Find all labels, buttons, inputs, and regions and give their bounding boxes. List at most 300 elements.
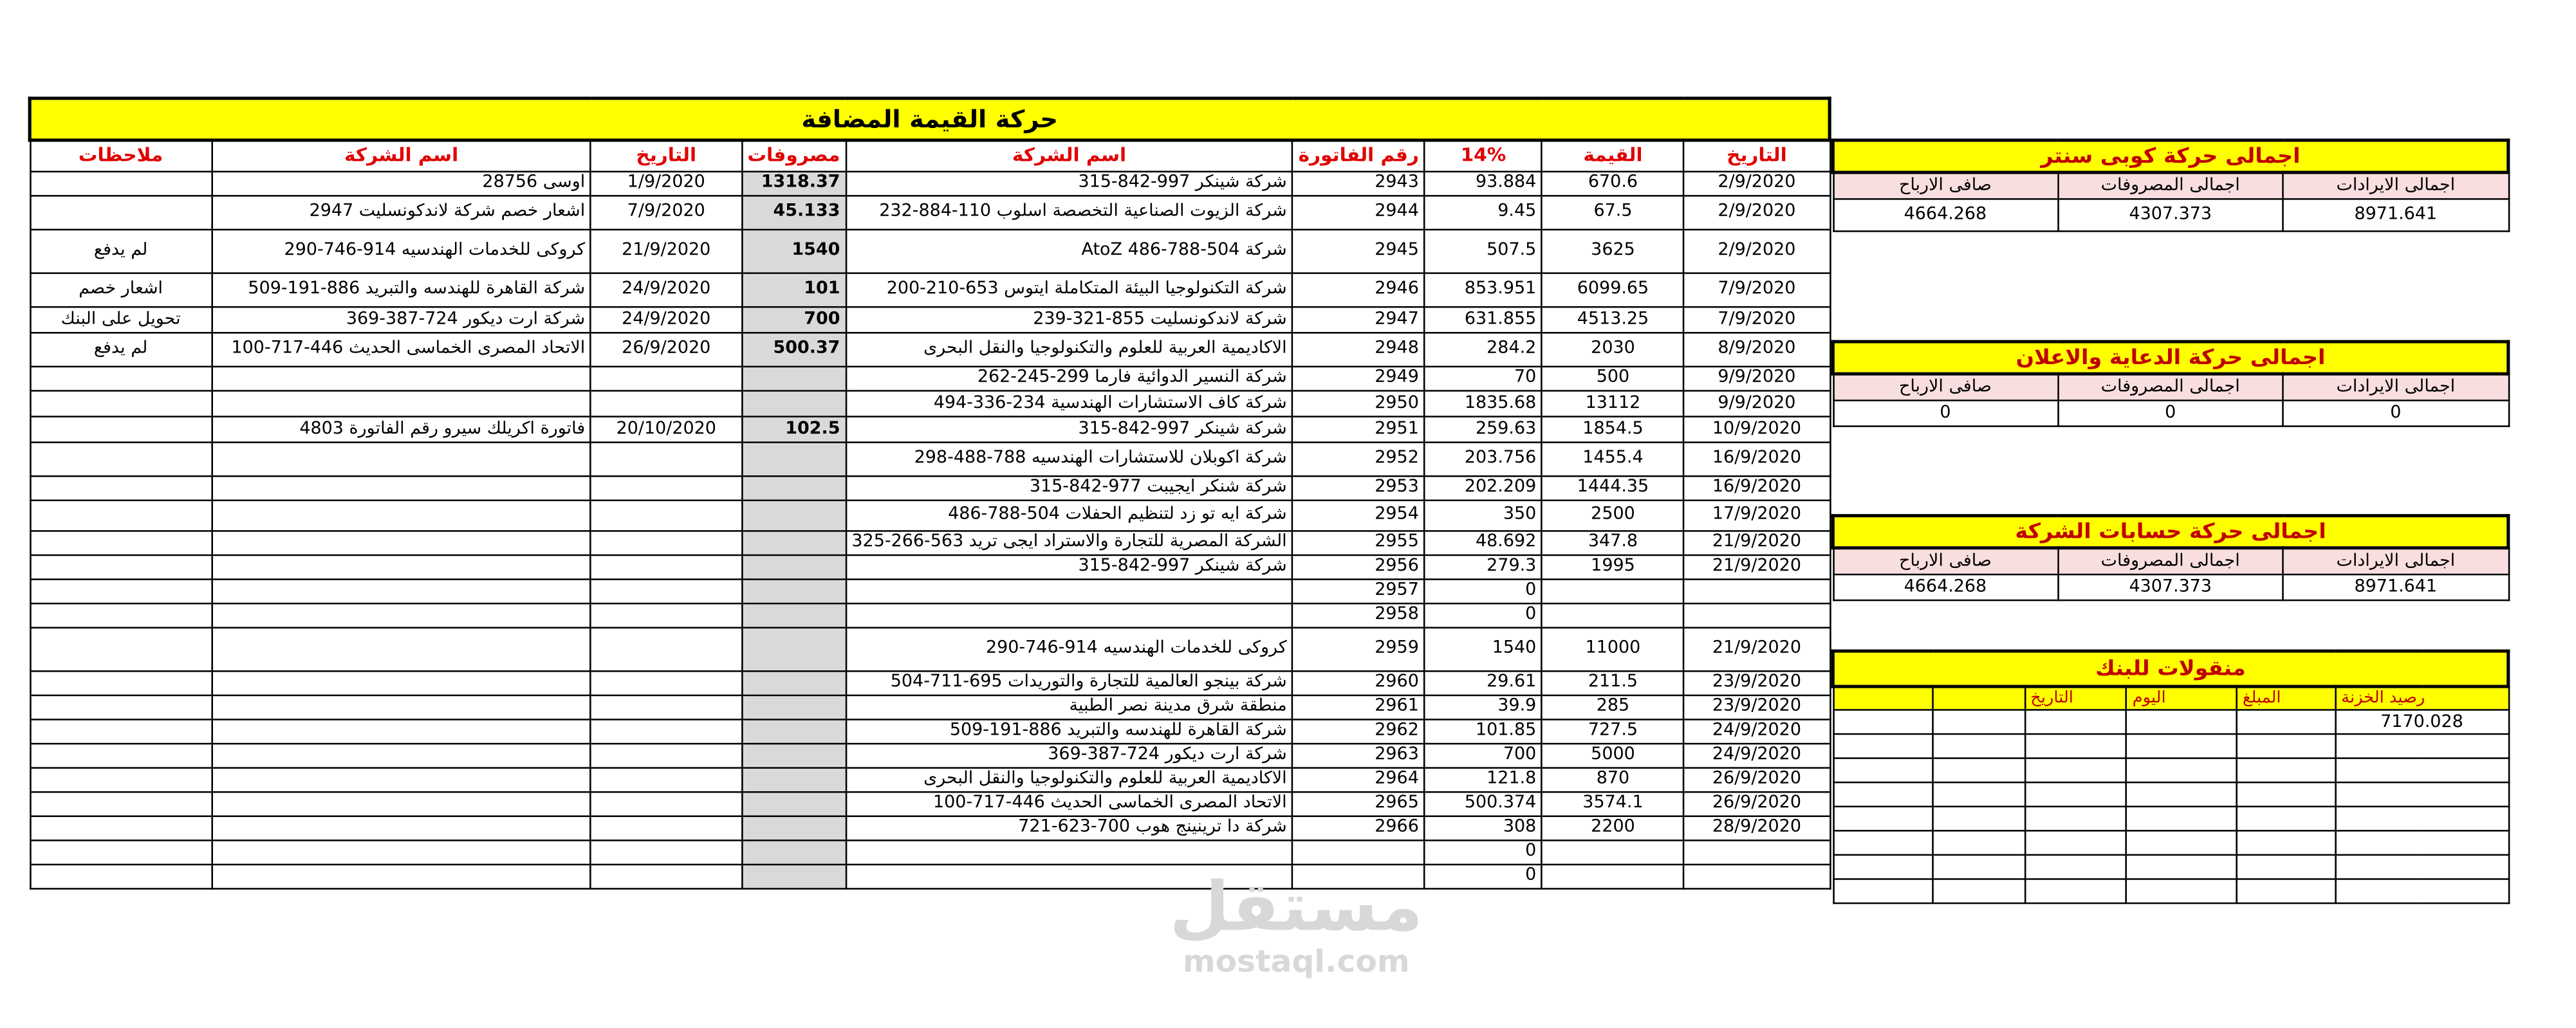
bank-cell[interactable] bbox=[2025, 807, 2126, 831]
expenses-cell[interactable]: 700 bbox=[741, 306, 846, 332]
expenses-cell[interactable] bbox=[741, 719, 846, 743]
value-cell[interactable]: 285 bbox=[1542, 695, 1683, 719]
bank-cell[interactable] bbox=[2127, 782, 2237, 807]
date-cell[interactable]: 24/9/2020 bbox=[1684, 719, 1830, 743]
company-2-cell[interactable] bbox=[212, 864, 591, 888]
notes-cell[interactable] bbox=[30, 627, 212, 670]
date-cell[interactable]: 17/9/2020 bbox=[1684, 500, 1830, 531]
notes-cell[interactable] bbox=[30, 791, 212, 816]
date-2-cell[interactable] bbox=[591, 840, 741, 864]
bank-transfers bbox=[1831, 650, 2510, 904]
notes-cell[interactable] bbox=[30, 864, 212, 888]
table-row bbox=[30, 695, 1830, 719]
company-cell[interactable]: شركة شينكر 997-842-315 bbox=[846, 555, 1292, 579]
date-2-cell[interactable] bbox=[591, 578, 741, 603]
expenses-cell[interactable] bbox=[741, 627, 846, 670]
company-2-cell[interactable] bbox=[212, 840, 591, 864]
notes-cell[interactable] bbox=[30, 816, 212, 840]
date-2-cell[interactable] bbox=[591, 816, 741, 840]
date-2-cell[interactable] bbox=[591, 719, 741, 743]
vat-cell[interactable]: 121.8 bbox=[1425, 767, 1542, 791]
value-cell[interactable]: 11000 bbox=[1542, 627, 1683, 670]
vat-cell[interactable]: 0 bbox=[1425, 840, 1542, 864]
bank-cell[interactable] bbox=[1833, 782, 1932, 807]
value-cell[interactable]: 3574.1 bbox=[1542, 791, 1683, 816]
notes-cell[interactable] bbox=[30, 475, 212, 500]
invoice-cell[interactable]: 2957 bbox=[1293, 578, 1425, 603]
expenses-cell[interactable] bbox=[741, 500, 846, 531]
date-cell[interactable]: 7/9/2020 bbox=[1684, 272, 1830, 306]
expenses-cell[interactable] bbox=[741, 840, 846, 864]
expenses-cell[interactable]: 101 bbox=[741, 272, 846, 306]
invoice-cell[interactable]: 2951 bbox=[1293, 416, 1425, 441]
vat-cell[interactable]: 284.2 bbox=[1425, 332, 1542, 366]
invoice-cell[interactable]: 2965 bbox=[1293, 791, 1425, 816]
summary-net[interactable]: 4664.268 bbox=[1833, 198, 2057, 230]
value-cell[interactable] bbox=[1542, 864, 1683, 888]
invoice-cell[interactable]: 2955 bbox=[1293, 530, 1425, 555]
invoice-cell[interactable]: 2958 bbox=[1293, 603, 1425, 627]
expenses-cell[interactable] bbox=[741, 475, 846, 500]
company-cell[interactable]: شركة لاندكونسليت 855-321-239 bbox=[846, 306, 1292, 332]
date-2-cell[interactable] bbox=[591, 555, 741, 579]
date-cell[interactable] bbox=[1684, 840, 1830, 864]
company-2-cell[interactable] bbox=[212, 475, 591, 500]
company-cell[interactable]: شركة شينكر 997-842-315 bbox=[846, 416, 1292, 441]
company-2-cell[interactable] bbox=[212, 578, 591, 603]
vat-cell[interactable]: 279.3 bbox=[1425, 555, 1542, 579]
company-cell[interactable] bbox=[846, 578, 1292, 603]
invoice-cell[interactable] bbox=[1293, 864, 1425, 888]
company-cell[interactable]: شركة النسير الدوائية فارما 299-245-262 bbox=[846, 366, 1292, 390]
bank-cell[interactable] bbox=[2127, 879, 2237, 903]
notes-cell[interactable] bbox=[30, 416, 212, 441]
bank-cell[interactable] bbox=[1933, 855, 2025, 879]
company-2-cell[interactable] bbox=[212, 719, 591, 743]
summary-revenue[interactable]: 8971.641 bbox=[2283, 198, 2508, 230]
notes-cell[interactable] bbox=[30, 500, 212, 531]
watermark-latin: mostaql.com bbox=[1182, 944, 1410, 980]
invoice-cell[interactable]: 2947 bbox=[1293, 306, 1425, 332]
vat-cell[interactable]: 203.756 bbox=[1425, 441, 1542, 475]
vat-cell[interactable]: 29.61 bbox=[1425, 670, 1542, 695]
vat-cell[interactable]: 1540 bbox=[1425, 627, 1542, 670]
bank-cell[interactable] bbox=[2025, 734, 2126, 758]
expenses-cell[interactable] bbox=[741, 743, 846, 767]
bank-cell[interactable] bbox=[2335, 831, 2508, 855]
date-2-cell[interactable] bbox=[591, 475, 741, 500]
company-cell[interactable]: شركة شنكر ايجيبت 977-842-315 bbox=[846, 475, 1292, 500]
date-2-cell[interactable] bbox=[591, 500, 741, 531]
value-cell[interactable]: 2200 bbox=[1542, 816, 1683, 840]
company-cell[interactable]: الاكاديمية العربية للعلوم والتكنولوجيا والنقل البحرى bbox=[846, 332, 1292, 366]
notes-cell[interactable] bbox=[30, 195, 212, 229]
summary-expenses[interactable]: 4307.373 bbox=[2058, 574, 2283, 600]
date-2-cell[interactable]: 24/9/2020 bbox=[591, 272, 741, 306]
summary-expenses[interactable]: 0 bbox=[2058, 399, 2283, 425]
vat-cell[interactable]: 9.45 bbox=[1425, 195, 1542, 229]
bank-cell[interactable] bbox=[2237, 807, 2335, 831]
bank-cell[interactable] bbox=[2335, 782, 2508, 807]
company-2-cell[interactable] bbox=[212, 603, 591, 627]
date-cell[interactable]: 23/9/2020 bbox=[1684, 695, 1830, 719]
invoice-cell[interactable]: 2963 bbox=[1293, 743, 1425, 767]
header-expenses: مصروفات bbox=[741, 140, 846, 171]
company-cell[interactable]: شركة ايه تو زد لتنظيم الحفلات 504-788-486 bbox=[846, 500, 1292, 531]
company-cell[interactable]: الاتحاد المصرى الخماسى الحديث 446-717-100 bbox=[846, 791, 1292, 816]
company-2-cell[interactable] bbox=[212, 390, 591, 416]
date-2-cell[interactable] bbox=[591, 767, 741, 791]
vat-cell[interactable]: 70 bbox=[1425, 366, 1542, 390]
date-2-cell[interactable] bbox=[591, 603, 741, 627]
date-cell[interactable]: 26/9/2020 bbox=[1684, 767, 1830, 791]
date-cell[interactable]: 21/9/2020 bbox=[1684, 530, 1830, 555]
bank-cell[interactable] bbox=[2237, 831, 2335, 855]
value-cell[interactable] bbox=[1542, 578, 1683, 603]
bank-cell[interactable] bbox=[2237, 879, 2335, 903]
date-2-cell[interactable]: 1/9/2020 bbox=[591, 171, 741, 196]
company-cell[interactable]: شركة دا ترينينج هوب 700-623-721 bbox=[846, 816, 1292, 840]
company-cell[interactable]: الاكاديمية العربية للعلوم والتكنولوجيا والنقل البحرى bbox=[846, 767, 1292, 791]
vat-cell[interactable]: 259.63 bbox=[1425, 416, 1542, 441]
value-cell[interactable] bbox=[1542, 840, 1683, 864]
company-2-cell[interactable]: اوسى 28756 bbox=[212, 171, 591, 196]
bank-cell[interactable] bbox=[2127, 710, 2237, 734]
invoice-cell[interactable]: 2964 bbox=[1293, 767, 1425, 791]
expenses-cell[interactable]: 500.37 bbox=[741, 332, 846, 366]
bank-cell[interactable] bbox=[2335, 855, 2508, 879]
bank-cell[interactable] bbox=[2237, 734, 2335, 758]
date-cell[interactable]: 7/9/2020 bbox=[1684, 306, 1830, 332]
date-2-cell[interactable] bbox=[591, 743, 741, 767]
invoice-cell[interactable]: 2962 bbox=[1293, 719, 1425, 743]
expenses-cell[interactable] bbox=[741, 366, 846, 390]
notes-cell[interactable]: اشعار خصم bbox=[30, 272, 212, 306]
company-2-cell[interactable] bbox=[212, 816, 591, 840]
expenses-cell[interactable] bbox=[741, 767, 846, 791]
bank-cell[interactable] bbox=[1933, 734, 2025, 758]
vat-cell[interactable]: 500.374 bbox=[1425, 791, 1542, 816]
invoice-cell[interactable]: 2956 bbox=[1293, 555, 1425, 579]
expenses-cell[interactable]: 45.133 bbox=[741, 195, 846, 229]
expenses-cell[interactable] bbox=[741, 695, 846, 719]
company-cell[interactable]: شركة اكوبلان للاستشارات الهندسيه 788-488-298 bbox=[846, 441, 1292, 475]
invoice-cell[interactable]: 2966 bbox=[1293, 816, 1425, 840]
vat-cell[interactable]: 631.855 bbox=[1425, 306, 1542, 332]
invoice-cell[interactable]: 2944 bbox=[1293, 195, 1425, 229]
bank-cell[interactable] bbox=[1833, 831, 1932, 855]
invoice-cell[interactable]: 2945 bbox=[1293, 229, 1425, 273]
expenses-cell[interactable] bbox=[741, 530, 846, 555]
bank-cell[interactable] bbox=[2025, 879, 2126, 903]
vat-cell[interactable]: 1835.68 bbox=[1425, 390, 1542, 416]
notes-cell[interactable]: لم يدفع bbox=[30, 332, 212, 366]
value-cell[interactable]: 3625 bbox=[1542, 229, 1683, 273]
company-cell[interactable]: منطقة شرق مدينة نصر الطبية bbox=[846, 695, 1292, 719]
notes-cell[interactable] bbox=[30, 603, 212, 627]
bank-cell[interactable] bbox=[1833, 758, 1932, 783]
value-cell[interactable]: 727.5 bbox=[1542, 719, 1683, 743]
bank-cell[interactable] bbox=[1933, 831, 2025, 855]
date-cell[interactable] bbox=[1684, 864, 1830, 888]
expenses-cell[interactable] bbox=[741, 441, 846, 475]
expenses-cell[interactable] bbox=[741, 816, 846, 840]
expenses-cell[interactable] bbox=[741, 578, 846, 603]
bank-cell[interactable] bbox=[2127, 807, 2237, 831]
vat-cell[interactable]: 0 bbox=[1425, 603, 1542, 627]
notes-cell[interactable] bbox=[30, 441, 212, 475]
bank-cell[interactable] bbox=[2237, 758, 2335, 783]
expenses-cell[interactable] bbox=[741, 791, 846, 816]
date-cell[interactable]: 10/9/2020 bbox=[1684, 416, 1830, 441]
company-2-cell[interactable]: شركة القاهرة للهندسه والتبريد 886-191-509 bbox=[212, 272, 591, 306]
value-cell[interactable]: 2500 bbox=[1542, 500, 1683, 531]
notes-cell[interactable] bbox=[30, 840, 212, 864]
invoice-cell[interactable]: 2946 bbox=[1293, 272, 1425, 306]
bank-cell[interactable] bbox=[1933, 879, 2025, 903]
value-cell[interactable]: 670.6 bbox=[1542, 171, 1683, 196]
date-cell[interactable] bbox=[1684, 603, 1830, 627]
vat-cell[interactable]: 308 bbox=[1425, 816, 1542, 840]
notes-cell[interactable]: لم يدفع bbox=[30, 229, 212, 273]
invoice-cell[interactable]: 2943 bbox=[1293, 171, 1425, 196]
date-cell[interactable]: 9/9/2020 bbox=[1684, 366, 1830, 390]
bank-cell[interactable] bbox=[1833, 807, 1932, 831]
company-2-cell[interactable]: شركة ارت ديكور 724-387-369 bbox=[212, 306, 591, 332]
date-2-cell[interactable] bbox=[591, 390, 741, 416]
table-row bbox=[30, 864, 1830, 888]
date-2-cell[interactable]: 21/9/2020 bbox=[591, 229, 741, 273]
bank-cell[interactable] bbox=[1933, 782, 2025, 807]
bank-cell[interactable] bbox=[1933, 758, 2025, 783]
notes-cell[interactable] bbox=[30, 530, 212, 555]
bank-cell[interactable] bbox=[2025, 782, 2126, 807]
invoice-cell[interactable]: 2948 bbox=[1293, 332, 1425, 366]
notes-cell[interactable] bbox=[30, 578, 212, 603]
vat-cell[interactable]: 507.5 bbox=[1425, 229, 1542, 273]
summary-net[interactable]: 0 bbox=[1833, 399, 2057, 425]
value-cell[interactable]: 6099.65 bbox=[1542, 272, 1683, 306]
expenses-cell[interactable]: 1540 bbox=[741, 229, 846, 273]
notes-cell[interactable] bbox=[30, 171, 212, 196]
bank-cell[interactable] bbox=[2127, 758, 2237, 783]
bank-cell[interactable] bbox=[2237, 710, 2335, 734]
value-cell[interactable]: 1995 bbox=[1542, 555, 1683, 579]
date-2-cell[interactable] bbox=[591, 670, 741, 695]
bank-cell[interactable] bbox=[2025, 855, 2126, 879]
bank-cell[interactable] bbox=[1933, 710, 2025, 734]
notes-cell[interactable] bbox=[30, 670, 212, 695]
company-cell[interactable]: AtoZ شركة 504-788-486 bbox=[846, 229, 1292, 273]
company-2-cell[interactable] bbox=[212, 791, 591, 816]
invoice-cell[interactable] bbox=[1293, 840, 1425, 864]
date-2-cell[interactable]: 20/10/2020 bbox=[591, 416, 741, 441]
date-2-cell[interactable] bbox=[591, 366, 741, 390]
company-cell[interactable]: الشركة المصرية للتجارة والاستراد ايجى تريد 563-266-325 bbox=[846, 530, 1292, 555]
company-2-cell[interactable] bbox=[212, 530, 591, 555]
date-cell[interactable]: 21/9/2020 bbox=[1684, 555, 1830, 579]
date-2-cell[interactable] bbox=[591, 530, 741, 555]
vat-cell[interactable]: 93.884 bbox=[1425, 171, 1542, 196]
notes-cell[interactable] bbox=[30, 767, 212, 791]
expenses-cell[interactable] bbox=[741, 864, 846, 888]
invoice-cell[interactable]: 2950 bbox=[1293, 390, 1425, 416]
bank-cell[interactable] bbox=[2025, 831, 2126, 855]
bank-cell[interactable] bbox=[2237, 782, 2335, 807]
vat-cell[interactable]: 48.692 bbox=[1425, 530, 1542, 555]
invoice-cell[interactable]: 2953 bbox=[1293, 475, 1425, 500]
date-cell[interactable]: 23/9/2020 bbox=[1684, 670, 1830, 695]
summary-net[interactable]: 4664.268 bbox=[1833, 574, 2057, 600]
expenses-cell[interactable]: 1318.37 bbox=[741, 171, 846, 196]
date-2-cell[interactable] bbox=[591, 441, 741, 475]
vat-cell[interactable]: 0 bbox=[1425, 578, 1542, 603]
notes-cell[interactable]: تحويل على البنك bbox=[30, 306, 212, 332]
company-cell[interactable]: شركة القاهرة للهندسه والتبريد 886-191-509 bbox=[846, 719, 1292, 743]
bank-balance[interactable]: 7170.028 bbox=[2335, 710, 2508, 734]
date-2-cell[interactable] bbox=[591, 864, 741, 888]
bank-cell[interactable] bbox=[2127, 831, 2237, 855]
bank-cell[interactable] bbox=[2335, 758, 2508, 783]
date-2-cell[interactable] bbox=[591, 695, 741, 719]
invoice-cell[interactable]: 2960 bbox=[1293, 670, 1425, 695]
value-cell[interactable]: 4513.25 bbox=[1542, 306, 1683, 332]
company-2-cell[interactable]: كروكى للخدمات الهندسيه 914-746-290 bbox=[212, 229, 591, 273]
date-2-cell[interactable] bbox=[591, 627, 741, 670]
company-2-cell[interactable] bbox=[212, 555, 591, 579]
summary-net-header: صافى الارباح bbox=[1833, 374, 2057, 399]
date-2-cell[interactable]: 26/9/2020 bbox=[591, 332, 741, 366]
company-2-cell[interactable] bbox=[212, 743, 591, 767]
bank-cell[interactable] bbox=[2127, 734, 2237, 758]
company-2-cell[interactable] bbox=[212, 695, 591, 719]
expenses-cell[interactable]: 102.5 bbox=[741, 416, 846, 441]
date-cell[interactable] bbox=[1684, 578, 1830, 603]
value-cell[interactable] bbox=[1542, 603, 1683, 627]
company-2-cell[interactable] bbox=[212, 500, 591, 531]
vat-cell[interactable]: 39.9 bbox=[1425, 695, 1542, 719]
value-cell[interactable]: 211.5 bbox=[1542, 670, 1683, 695]
bank-cell[interactable] bbox=[2025, 710, 2126, 734]
company-cell[interactable] bbox=[846, 840, 1292, 864]
value-cell[interactable]: 347.8 bbox=[1542, 530, 1683, 555]
date-cell[interactable]: 2/9/2020 bbox=[1684, 195, 1830, 229]
date-cell[interactable]: 26/9/2020 bbox=[1684, 791, 1830, 816]
company-cell[interactable]: شركة كاف الاستشارات الهندسية 234-336-494 bbox=[846, 390, 1292, 416]
company-2-cell[interactable] bbox=[212, 767, 591, 791]
expenses-cell[interactable] bbox=[741, 603, 846, 627]
notes-cell[interactable] bbox=[30, 695, 212, 719]
date-cell[interactable]: 21/9/2020 bbox=[1684, 627, 1830, 670]
company-cell[interactable]: كروكى للخدمات الهندسيه 914-746-290 bbox=[846, 627, 1292, 670]
expenses-cell[interactable] bbox=[741, 555, 846, 579]
date-cell[interactable]: 8/9/2020 bbox=[1684, 332, 1830, 366]
summary-company-accounts bbox=[1831, 514, 2510, 600]
summary-revenue[interactable]: 0 bbox=[2283, 399, 2508, 425]
vat-cell[interactable]: 853.951 bbox=[1425, 272, 1542, 306]
company-2-cell[interactable]: الاتحاد المصرى الخماسى الحديث 446-717-100 bbox=[212, 332, 591, 366]
company-cell[interactable]: شركة بينجو العالمية للتجارة والتوريدات 695-711-504 bbox=[846, 670, 1292, 695]
bank-cell[interactable] bbox=[2335, 807, 2508, 831]
header-vat: 14% bbox=[1425, 140, 1542, 171]
date-cell[interactable]: 16/9/2020 bbox=[1684, 441, 1830, 475]
vat-cell[interactable]: 0 bbox=[1425, 864, 1542, 888]
bank-cell[interactable] bbox=[1833, 879, 1932, 903]
date-cell[interactable]: 24/9/2020 bbox=[1684, 743, 1830, 767]
date-2-cell[interactable]: 7/9/2020 bbox=[591, 195, 741, 229]
notes-cell[interactable] bbox=[30, 390, 212, 416]
expenses-cell[interactable] bbox=[741, 670, 846, 695]
vat-cell[interactable]: 350 bbox=[1425, 500, 1542, 531]
company-2-cell[interactable] bbox=[212, 670, 591, 695]
date-cell[interactable]: 2/9/2020 bbox=[1684, 229, 1830, 273]
invoice-cell[interactable]: 2954 bbox=[1293, 500, 1425, 531]
bank-cell[interactable] bbox=[2237, 855, 2335, 879]
company-cell[interactable]: شركة التكنولوجيا البيئة المتكاملة ايتوس 653-210-200 bbox=[846, 272, 1292, 306]
expenses-cell[interactable] bbox=[741, 390, 846, 416]
value-cell[interactable]: 2030 bbox=[1542, 332, 1683, 366]
value-cell[interactable]: 67.5 bbox=[1542, 195, 1683, 229]
company-2-cell[interactable]: فاتورة اكريلك سيرو رقم الفاتورة 4803 bbox=[212, 416, 591, 441]
value-cell[interactable]: 1444.35 bbox=[1542, 475, 1683, 500]
value-cell[interactable]: 1854.5 bbox=[1542, 416, 1683, 441]
date-2-cell[interactable] bbox=[591, 791, 741, 816]
vat-cell[interactable]: 101.85 bbox=[1425, 719, 1542, 743]
summary-revenue[interactable]: 8971.641 bbox=[2283, 574, 2508, 600]
notes-cell[interactable] bbox=[30, 719, 212, 743]
value-cell[interactable]: 500 bbox=[1542, 366, 1683, 390]
bank-cell[interactable] bbox=[2335, 879, 2508, 903]
bank-cell[interactable] bbox=[1833, 710, 1932, 734]
bank-cell[interactable] bbox=[1833, 734, 1932, 758]
company-2-cell[interactable] bbox=[212, 627, 591, 670]
date-cell[interactable]: 16/9/2020 bbox=[1684, 475, 1830, 500]
value-cell[interactable]: 13112 bbox=[1542, 390, 1683, 416]
notes-cell[interactable] bbox=[30, 743, 212, 767]
invoice-cell[interactable]: 2961 bbox=[1293, 695, 1425, 719]
company-cell[interactable]: شركة شينكر 997-842-315 bbox=[846, 171, 1292, 196]
vat-cell[interactable]: 202.209 bbox=[1425, 475, 1542, 500]
table-row bbox=[30, 272, 1830, 306]
value-cell[interactable]: 5000 bbox=[1542, 743, 1683, 767]
company-cell[interactable]: شركة ارت ديكور 724-387-369 bbox=[846, 743, 1292, 767]
bank-cell[interactable] bbox=[2335, 734, 2508, 758]
company-2-cell[interactable]: اشعار خصم شركة لاندكونسليت 2947 bbox=[212, 195, 591, 229]
date-cell[interactable]: 9/9/2020 bbox=[1684, 390, 1830, 416]
vat-cell[interactable]: 700 bbox=[1425, 743, 1542, 767]
company-cell[interactable] bbox=[846, 864, 1292, 888]
date-cell[interactable]: 2/9/2020 bbox=[1684, 171, 1830, 196]
company-cell[interactable]: شركة الزيوت الصناعية التخصصة اسلوب 110-884-232 bbox=[846, 195, 1292, 229]
bank-cell[interactable] bbox=[1833, 855, 1932, 879]
date-2-cell[interactable]: 24/9/2020 bbox=[591, 306, 741, 332]
notes-cell[interactable] bbox=[30, 555, 212, 579]
invoice-cell[interactable]: 2952 bbox=[1293, 441, 1425, 475]
company-2-cell[interactable] bbox=[212, 441, 591, 475]
invoice-cell[interactable]: 2959 bbox=[1293, 627, 1425, 670]
date-cell[interactable]: 28/9/2020 bbox=[1684, 816, 1830, 840]
company-cell[interactable] bbox=[846, 603, 1292, 627]
bank-cell[interactable] bbox=[2127, 855, 2237, 879]
notes-cell[interactable] bbox=[30, 366, 212, 390]
bank-cell[interactable] bbox=[1933, 807, 2025, 831]
value-cell[interactable]: 1455.4 bbox=[1542, 441, 1683, 475]
value-cell[interactable]: 870 bbox=[1542, 767, 1683, 791]
invoice-cell[interactable]: 2949 bbox=[1293, 366, 1425, 390]
bank-cell[interactable] bbox=[2025, 758, 2126, 783]
company-2-cell[interactable] bbox=[212, 366, 591, 390]
summary-expenses[interactable]: 4307.373 bbox=[2058, 198, 2283, 230]
